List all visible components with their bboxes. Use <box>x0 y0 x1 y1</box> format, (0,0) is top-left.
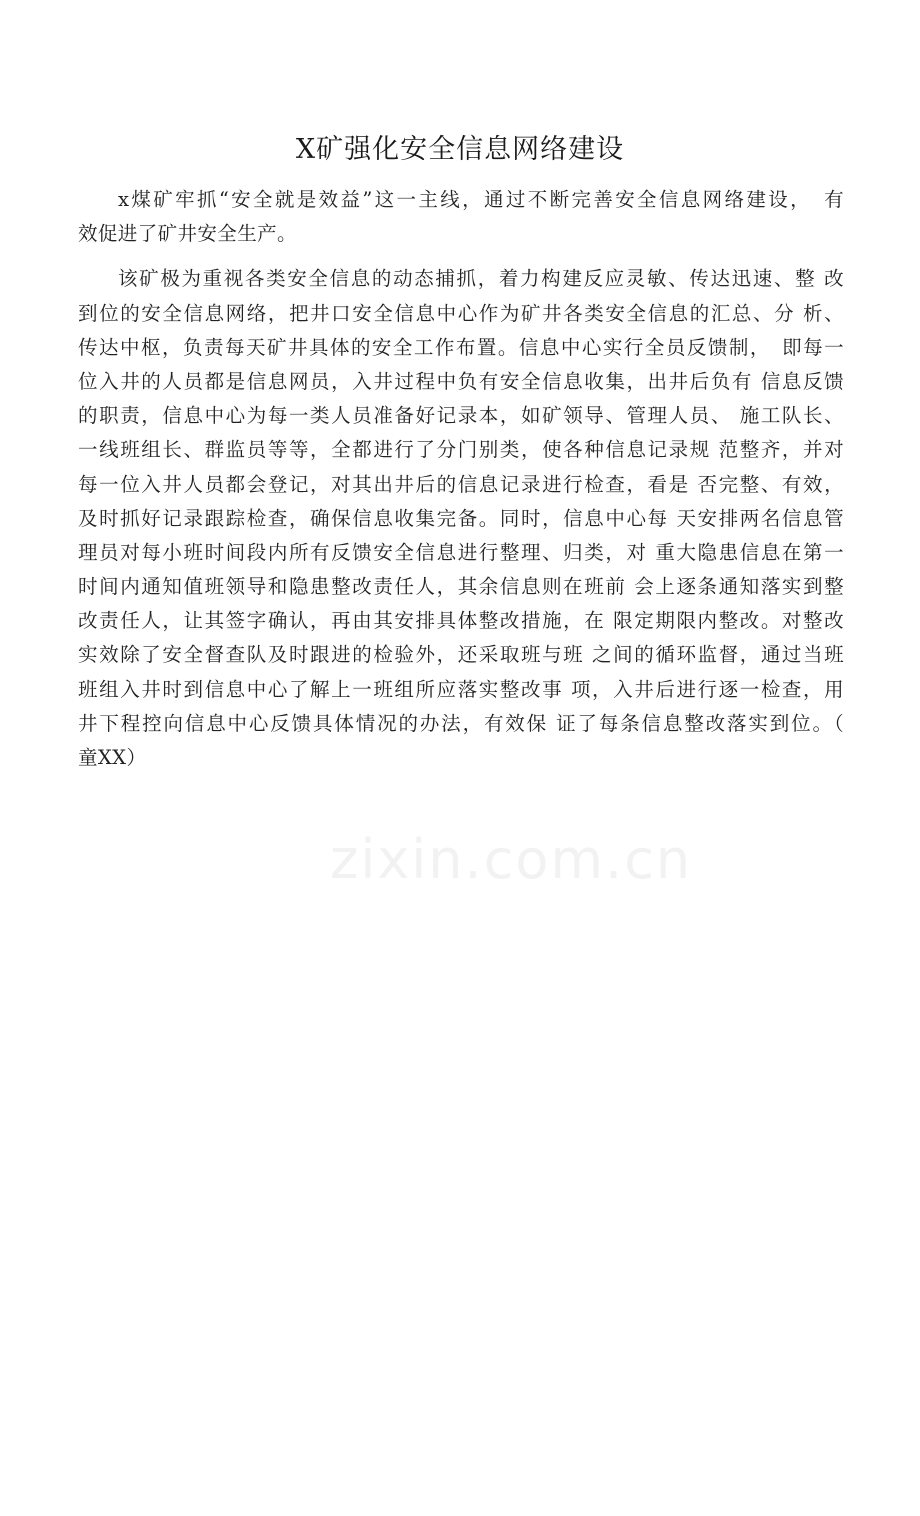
paragraph-line: 效促进了矿井安全生产。 <box>78 222 297 246</box>
paragraph-line: 改责任人，让其签字确认，再由其安排具体整改措施，在 限定期限内整改。对整改 <box>78 609 844 633</box>
paragraph-line: 位入井的人员都是信息网员，入井过程中负有安全信息收集，出井后负有 信息反馈 <box>78 369 844 393</box>
paragraph-line: 实效除了安全督查队及时跟进的检验外，还采取班与班 之间的循环监督，通过当班 <box>78 643 844 667</box>
paragraph-line: 到位的安全信息网络，把井口安全信息中心作为矿井各类安全信息的汇总、分 析、 <box>78 301 844 325</box>
paragraph-line: 理员对每小班时间段内所有反馈安全信息进行整理、归类，对 重大隐患信息在第一 <box>78 540 844 564</box>
paragraph-line: 童XX） <box>78 746 147 769</box>
paragraph-line: 及时抓好记录跟踪检查，确保信息收集完备。同时，信息中心每 天安排两名信息管 <box>78 506 844 530</box>
paragraph-2 <box>78 262 844 775</box>
watermark: zixin.com.cn <box>330 828 693 891</box>
paragraph-1 <box>78 183 844 251</box>
paragraph-line: 该矿极为重视各类安全信息的动态捕抓，着力构建反应灵敏、传达迅速、整 改 <box>118 267 844 291</box>
paragraph-line: 一线班组长、群监员等等，全都进行了分门别类，使各种信息记录规 范整齐，并对 <box>78 438 844 462</box>
document-body <box>78 183 844 775</box>
paragraph-line: 时间内通知值班领导和隐患整改责任人，其余信息则在班前 会上逐条通知落实到整 <box>78 575 844 599</box>
paragraph-spacing <box>78 251 844 262</box>
paragraph-line: 传达中枢，负责每天矿井具体的安全工作布置。信息中心实行全员反馈制， 即每一 <box>78 335 844 359</box>
paragraph-line: 每一位入井人员都会登记，对其出井后的信息记录进行检查，看是 否完整、有效， <box>78 472 844 496</box>
paragraph-line: 的职责，信息中心为每一类人员准备好记录本，如矿领导、管理人员、 施工队长、 <box>78 404 844 428</box>
paragraph-line: 井下程控向信息中心反馈具体情况的办法，有效保 证了每条信息整改落实到位。（ <box>78 711 844 735</box>
paragraph-line: 班组入井时到信息中心了解上一班组所应落实整改事 项，入井后进行逐一检查，用 <box>78 677 844 701</box>
paragraph-line: x煤矿牢抓“安全就是效益”这一主线，通过不断完善安全信息网络建设， 有 <box>118 188 844 211</box>
document-title: X矿强化安全信息网络建设 <box>295 134 625 165</box>
